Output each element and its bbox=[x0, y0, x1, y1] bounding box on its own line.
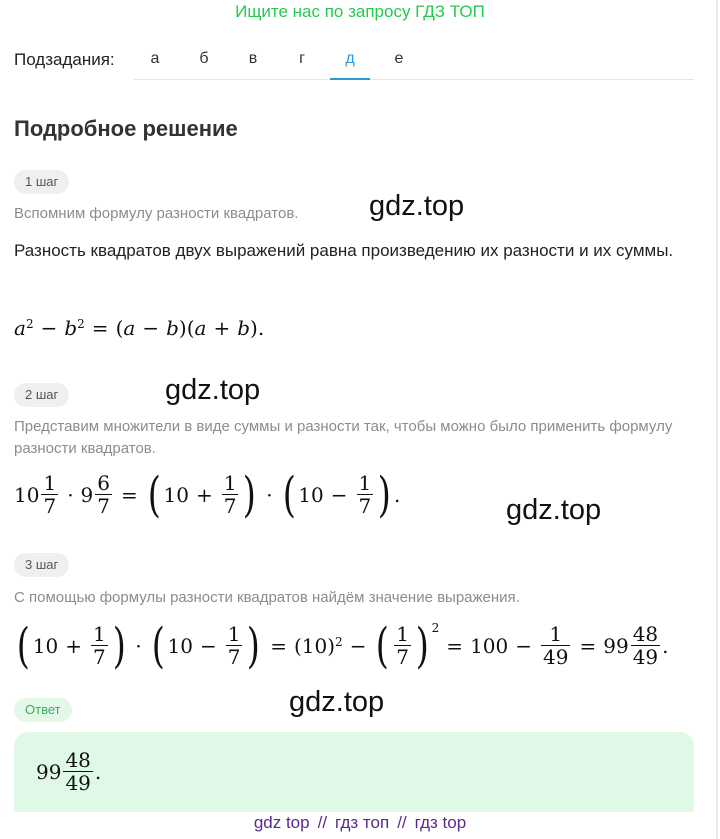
watermark: gdz.top bbox=[165, 374, 261, 406]
subtasks-label: Подзадания: bbox=[14, 50, 115, 69]
footer-link[interactable]: gdz top bbox=[253, 813, 310, 832]
tabs-divider bbox=[134, 79, 694, 80]
tab-b[interactable]: б bbox=[199, 50, 209, 67]
footer-links: gdz top // гдз топ // гдз top bbox=[253, 813, 467, 832]
watermark: gdz.top bbox=[369, 190, 465, 222]
subtasks-bar bbox=[14, 48, 694, 82]
step-1-badge: 1 шаг bbox=[14, 170, 69, 194]
step-3-hint: С помощью формулы разности квадратов найдём значение выражения. bbox=[14, 589, 520, 606]
formula-step-3: ( 10 + $\frac{1}{7}$ ) · ( 10 − $\frac{1}{7}$ ) = ( 10 ) $^2$ − ( $\frac{1}{7}$ ) $^2$ = 100 − $\frac{1}{49}$ = 99 $\frac{48}{49}$ . bbox=[16, 618, 669, 674]
answer-box bbox=[14, 732, 694, 812]
solution-title: Подробное решение bbox=[14, 116, 238, 141]
scrollbar-track bbox=[716, 0, 718, 839]
footer-link[interactable]: гдз топ bbox=[335, 813, 390, 832]
step-2-badge: 2 шаг bbox=[14, 383, 69, 407]
footer-link[interactable]: гдз top bbox=[414, 813, 467, 832]
tab-a[interactable]: а bbox=[150, 50, 160, 67]
tab-v[interactable]: в bbox=[248, 50, 258, 67]
formula-difference-of-squares: a $^2$ − b $^2$ = ( a − b )( a + b ). bbox=[14, 316, 265, 340]
step-2-hint: Представим множители в виде суммы и разности так, чтобы можно было применить формулу разности квадратов. bbox=[14, 418, 673, 457]
step-1-hint: Вспомним формулу разности квадратов. bbox=[14, 205, 299, 222]
tab-d[interactable]: д bbox=[330, 50, 370, 78]
watermark: gdz.top bbox=[506, 494, 602, 526]
tab-g[interactable]: г bbox=[299, 50, 305, 67]
step-1-text: Разность квадратов двух выражений равна произведению их разности и их суммы. bbox=[14, 241, 674, 260]
step-3-badge: 3 шаг bbox=[14, 553, 69, 577]
search-banner: Ищите нас по запросу ГДЗ ТОП bbox=[235, 2, 485, 21]
answer-value: 99 $\frac{48}{49}$ . bbox=[36, 748, 102, 795]
formula-step-2: 10 $\frac{1}{7}$ · 9 $\frac{6}{7}$ = ( 10 + $\frac{1}{7}$ ) · ( 10 − $\frac{1}{7}$ ) . bbox=[14, 467, 401, 523]
answer-badge: Ответ bbox=[14, 698, 72, 722]
watermark: gdz.top bbox=[289, 686, 385, 718]
tab-e[interactable]: е bbox=[394, 50, 404, 67]
